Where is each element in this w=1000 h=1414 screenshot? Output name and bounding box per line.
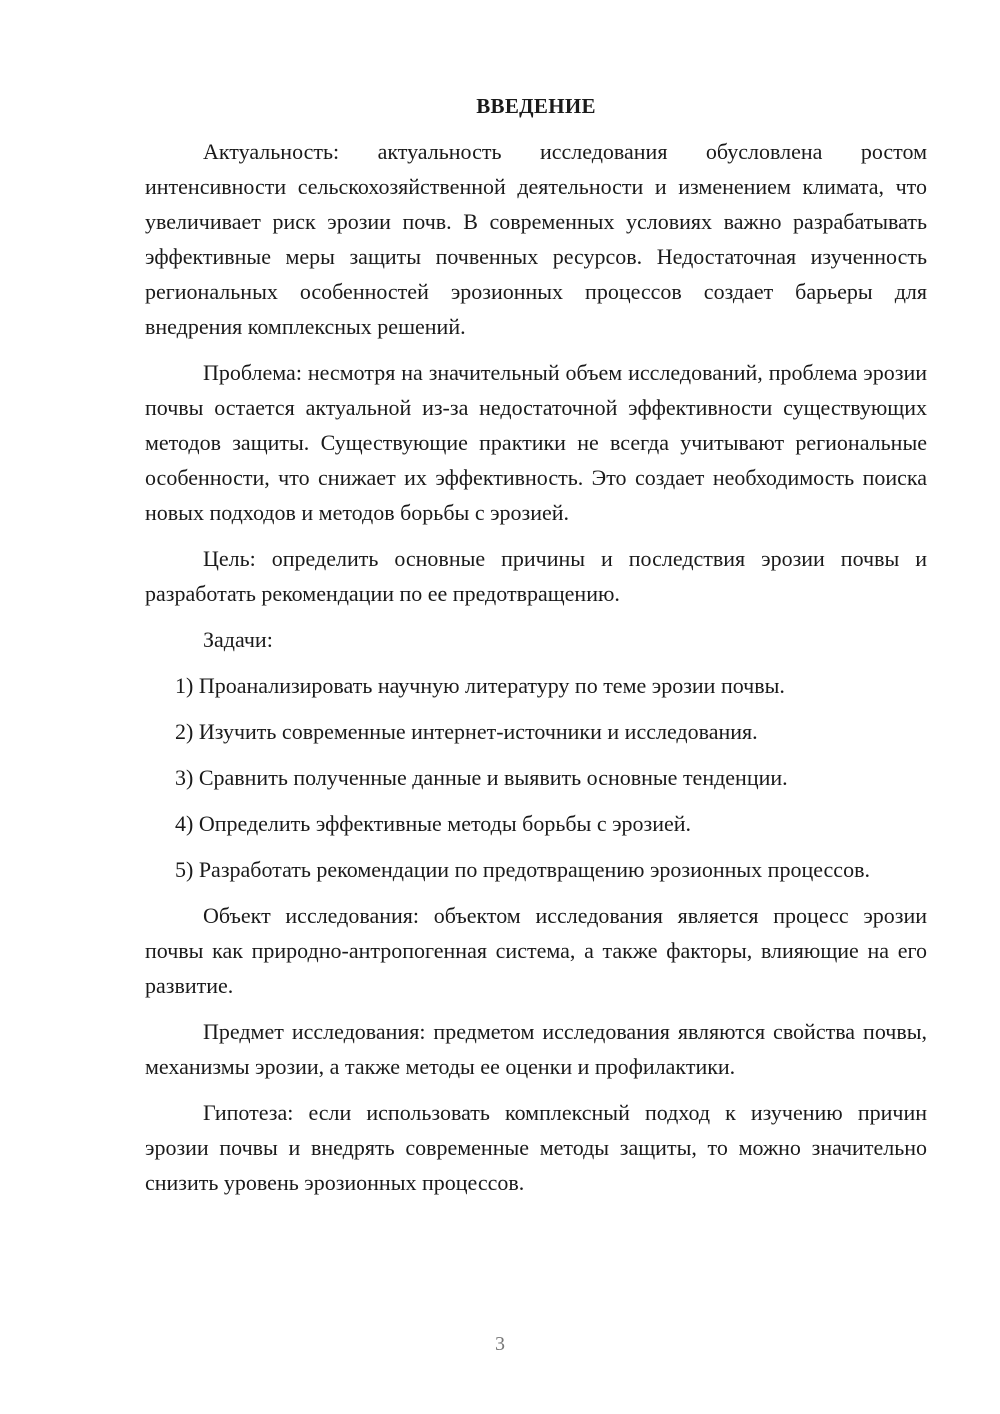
- paragraph-hypothesis: Гипотеза: если использовать комплексный подход к изучению причин эрозии почвы и внедрять современные методы защиты, то можно значительно снизить уровень эрозионных процессов.: [145, 1100, 927, 1195]
- task-item-2: 2) Изучить современные интернет-источники и исследования.: [175, 719, 758, 744]
- page-number: 3: [495, 1333, 505, 1355]
- paragraph-problem: Проблема: несмотря на значительный объем исследований, проблема эрозии почвы остается актуальной из-за недостаточной эффективности существующих методов защиты. Существующие практики не всегда учитывают региональные особенности, что снижает их эффективность. Это создает необходимость поиска новых подходов и методов борьбы с эрозией.: [145, 360, 927, 525]
- task-item-1: 1) Проанализировать научную литературу по теме эрозии почвы.: [175, 673, 785, 698]
- document-page: [145, 92, 927, 1211]
- paragraph-relevance: Актуальность: актуальность исследования обусловлена ростом интенсивности сельскохозяйственной деятельности и изменением климата, что увеличивает риск эрозии почв. В современных условиях важно разрабатывать эффективные меры защиты почвенных ресурсов. Недостаточная изученность региональных особенностей эрозионных процессов создает барьеры для внедрения комплексных решений.: [145, 139, 927, 339]
- task-item-5: 5) Разработать рекомендации по предотвращению эрозионных процессов.: [175, 857, 870, 882]
- tasks-label: Задачи:: [203, 627, 273, 652]
- paragraph-goal: Цель: определить основные причины и последствия эрозии почвы и разработать рекомендации по ее предотвращению.: [145, 546, 927, 606]
- section-heading: ВВЕДЕНИЕ: [476, 94, 596, 118]
- task-item-3: 3) Сравнить полученные данные и выявить основные тенденции.: [175, 765, 788, 790]
- paragraph-object: Объект исследования: объектом исследования является процесс эрозии почвы как природно-антропогенная система, а также факторы, влияющие на его развитие.: [145, 903, 927, 998]
- task-item-4: 4) Определить эффективные методы борьбы с эрозией.: [175, 811, 692, 836]
- paragraph-subject: Предмет исследования: предметом исследования являются свойства почвы, механизмы эрозии, а также методы ее оценки и профилактики.: [145, 1019, 927, 1079]
